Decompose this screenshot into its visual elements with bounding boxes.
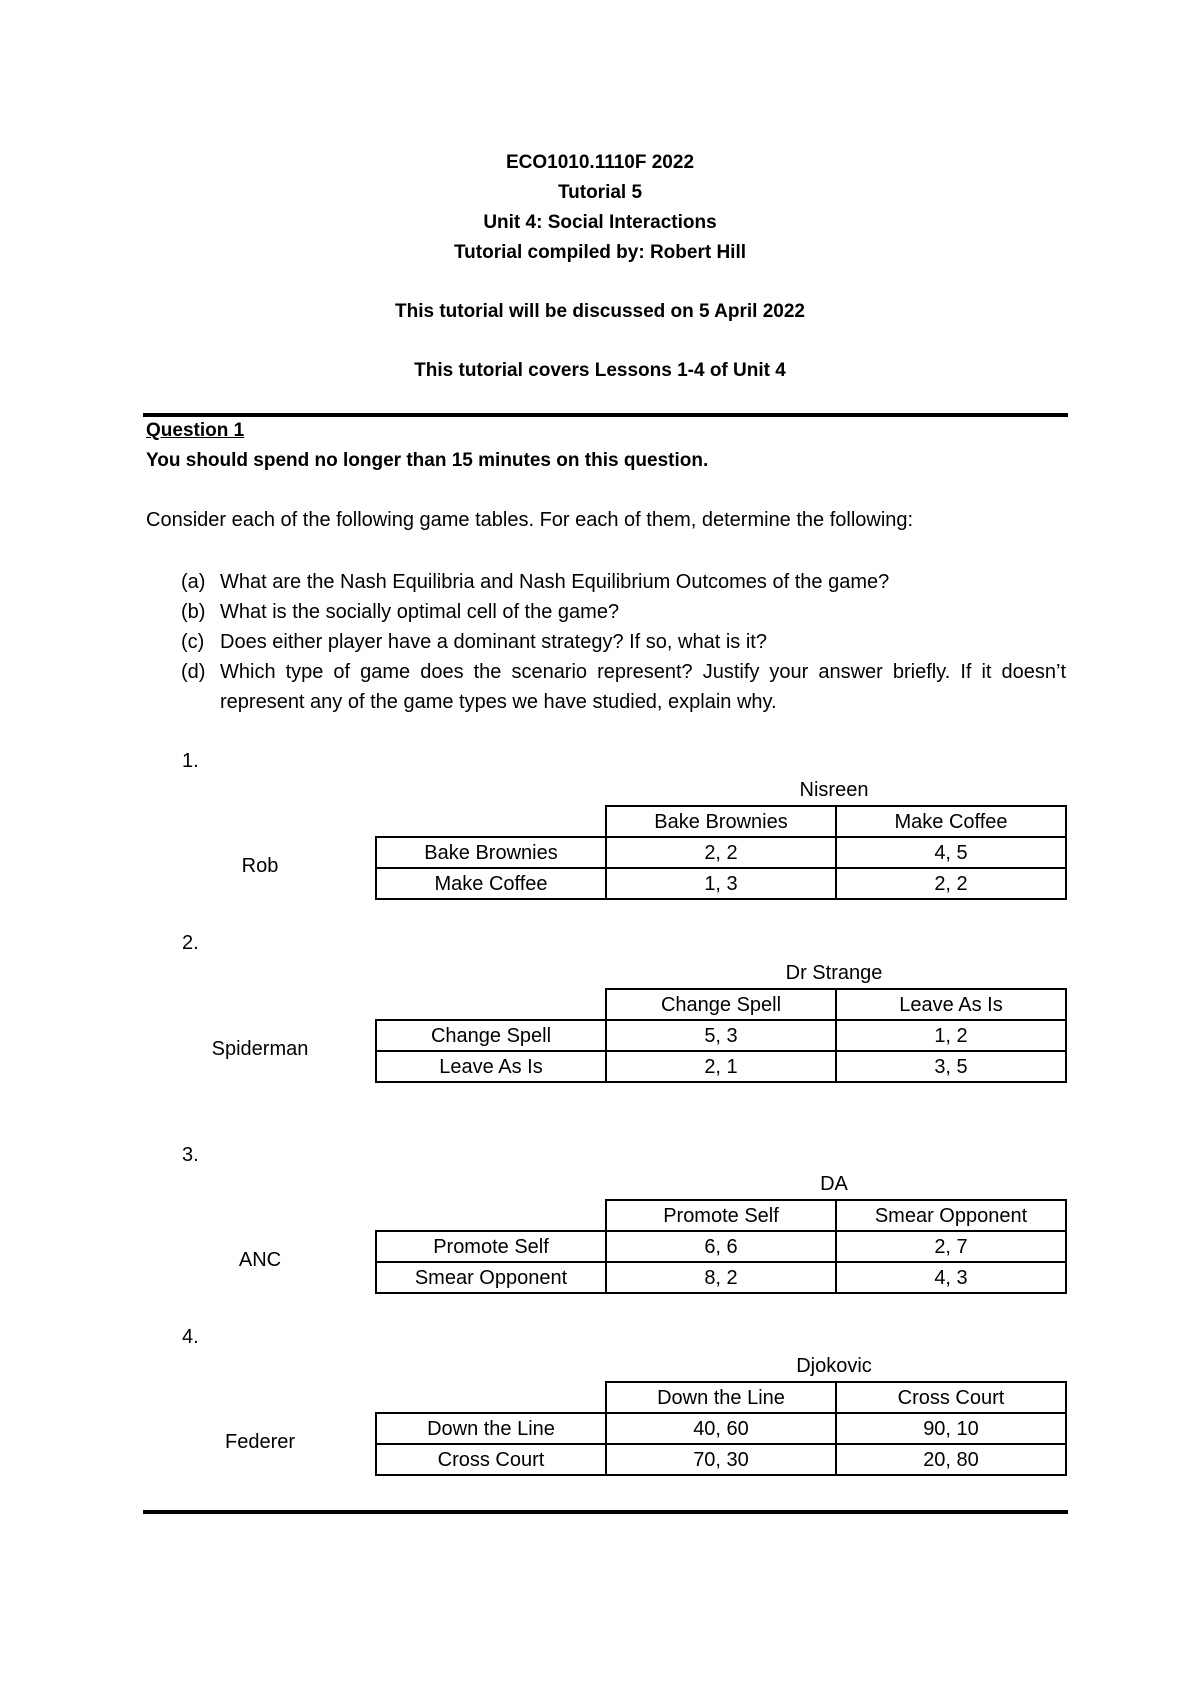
empty-corner (376, 989, 606, 1020)
row-strategy: Leave As Is (376, 1051, 606, 1082)
payoff-cell: 5, 3 (606, 1020, 836, 1051)
column-strategy: Make Coffee (836, 806, 1066, 837)
part-text: What is the socially optimal cell of the game? (220, 601, 620, 623)
part-label: (c) (181, 631, 205, 653)
payoff-cell: 1, 3 (606, 868, 836, 899)
question-intro: Consider each of the following game tables. For each of them, determine the following: (146, 509, 914, 531)
payoff-cell: 2, 1 (606, 1051, 836, 1082)
row-player: ANC (238, 1249, 282, 1271)
column-strategy: Promote Self (606, 1200, 836, 1231)
question-part (146, 567, 1066, 597)
column-strategy: Smear Opponent (836, 1200, 1066, 1231)
column-strategy: Down the Line (606, 1382, 836, 1413)
column-strategy: Cross Court (836, 1382, 1066, 1413)
tutorial-number: Tutorial 5 (557, 182, 643, 203)
unit-title: Unit 4: Social Interactions (483, 212, 717, 233)
row-strategy: Bake Brownies (376, 837, 606, 868)
empty-corner (376, 1382, 606, 1413)
payoff-cell: 2, 2 (606, 837, 836, 868)
payoff-cell: 3, 5 (836, 1051, 1066, 1082)
row-player: Federer (224, 1431, 296, 1453)
payoff-cell: 2, 7 (836, 1231, 1066, 1262)
game-number: 1. (182, 750, 199, 772)
game-number: 2. (182, 932, 199, 954)
empty-corner (376, 806, 606, 837)
column-strategy: Leave As Is (836, 989, 1066, 1020)
row-strategy: Promote Self (376, 1231, 606, 1262)
game-number: 3. (182, 1144, 199, 1166)
game-number: 4. (182, 1326, 199, 1348)
question-parts (146, 567, 1066, 717)
question-time-note: You should spend no longer than 15 minutes on this question. (146, 450, 709, 471)
row-strategy: Smear Opponent (376, 1262, 606, 1293)
question-part (146, 627, 1066, 657)
bottom-rule (143, 1510, 1068, 1514)
top-rule (143, 413, 1068, 417)
payoff-cell: 20, 80 (836, 1444, 1066, 1475)
row-strategy: Change Spell (376, 1020, 606, 1051)
part-label: (a) (181, 571, 206, 593)
column-strategy: Change Spell (606, 989, 836, 1020)
lessons-covered: This tutorial covers Lessons 1-4 of Unit 4 (414, 360, 786, 381)
row-player: Spiderman (211, 1038, 309, 1060)
game-table (375, 805, 1067, 900)
column-strategy: Bake Brownies (606, 806, 836, 837)
row-strategy: Make Coffee (376, 868, 606, 899)
column-player: DA (820, 1173, 848, 1195)
payoff-cell: 4, 3 (836, 1262, 1066, 1293)
payoff-cell: 40, 60 (606, 1413, 836, 1444)
part-text: Does either player have a dominant strategy? If so, what is it? (220, 631, 767, 653)
row-player: Rob (241, 855, 279, 877)
row-strategy: Down the Line (376, 1413, 606, 1444)
payoff-cell: 6, 6 (606, 1231, 836, 1262)
question-part (146, 657, 1066, 717)
payoff-cell: 70, 30 (606, 1444, 836, 1475)
game-table (375, 1199, 1067, 1294)
part-label: (b) (181, 601, 206, 623)
game-table (375, 988, 1067, 1083)
part-label: (d) (181, 661, 206, 683)
payoff-cell: 2, 2 (836, 868, 1066, 899)
part-text: What are the Nash Equilibria and Nash Equilibrium Outcomes of the game? (220, 571, 890, 593)
payoff-cell: 1, 2 (836, 1020, 1066, 1051)
row-strategy: Cross Court (376, 1444, 606, 1475)
discussion-date: This tutorial will be discussed on 5 April 2022 (394, 301, 805, 322)
column-player: Djokovic (796, 1355, 872, 1377)
course-code: ECO1010.1110F 2022 (505, 152, 695, 173)
payoff-cell: 4, 5 (836, 837, 1066, 868)
column-player: Dr Strange (785, 962, 883, 984)
question-title: Question 1 (146, 420, 245, 441)
payoff-cell: 8, 2 (606, 1262, 836, 1293)
compiled-by: Tutorial compiled by: Robert Hill (453, 242, 747, 263)
payoff-cell: 90, 10 (836, 1413, 1066, 1444)
column-player: Nisreen (799, 779, 869, 801)
part-text: Which type of game does the scenario represent? Justify your answer briefly. If it doesn’t represent any of the game types we have studied, explain why. (220, 661, 1066, 713)
document-header (0, 148, 1200, 386)
empty-corner (376, 1200, 606, 1231)
question-part (146, 597, 1066, 627)
game-table (375, 1381, 1067, 1476)
